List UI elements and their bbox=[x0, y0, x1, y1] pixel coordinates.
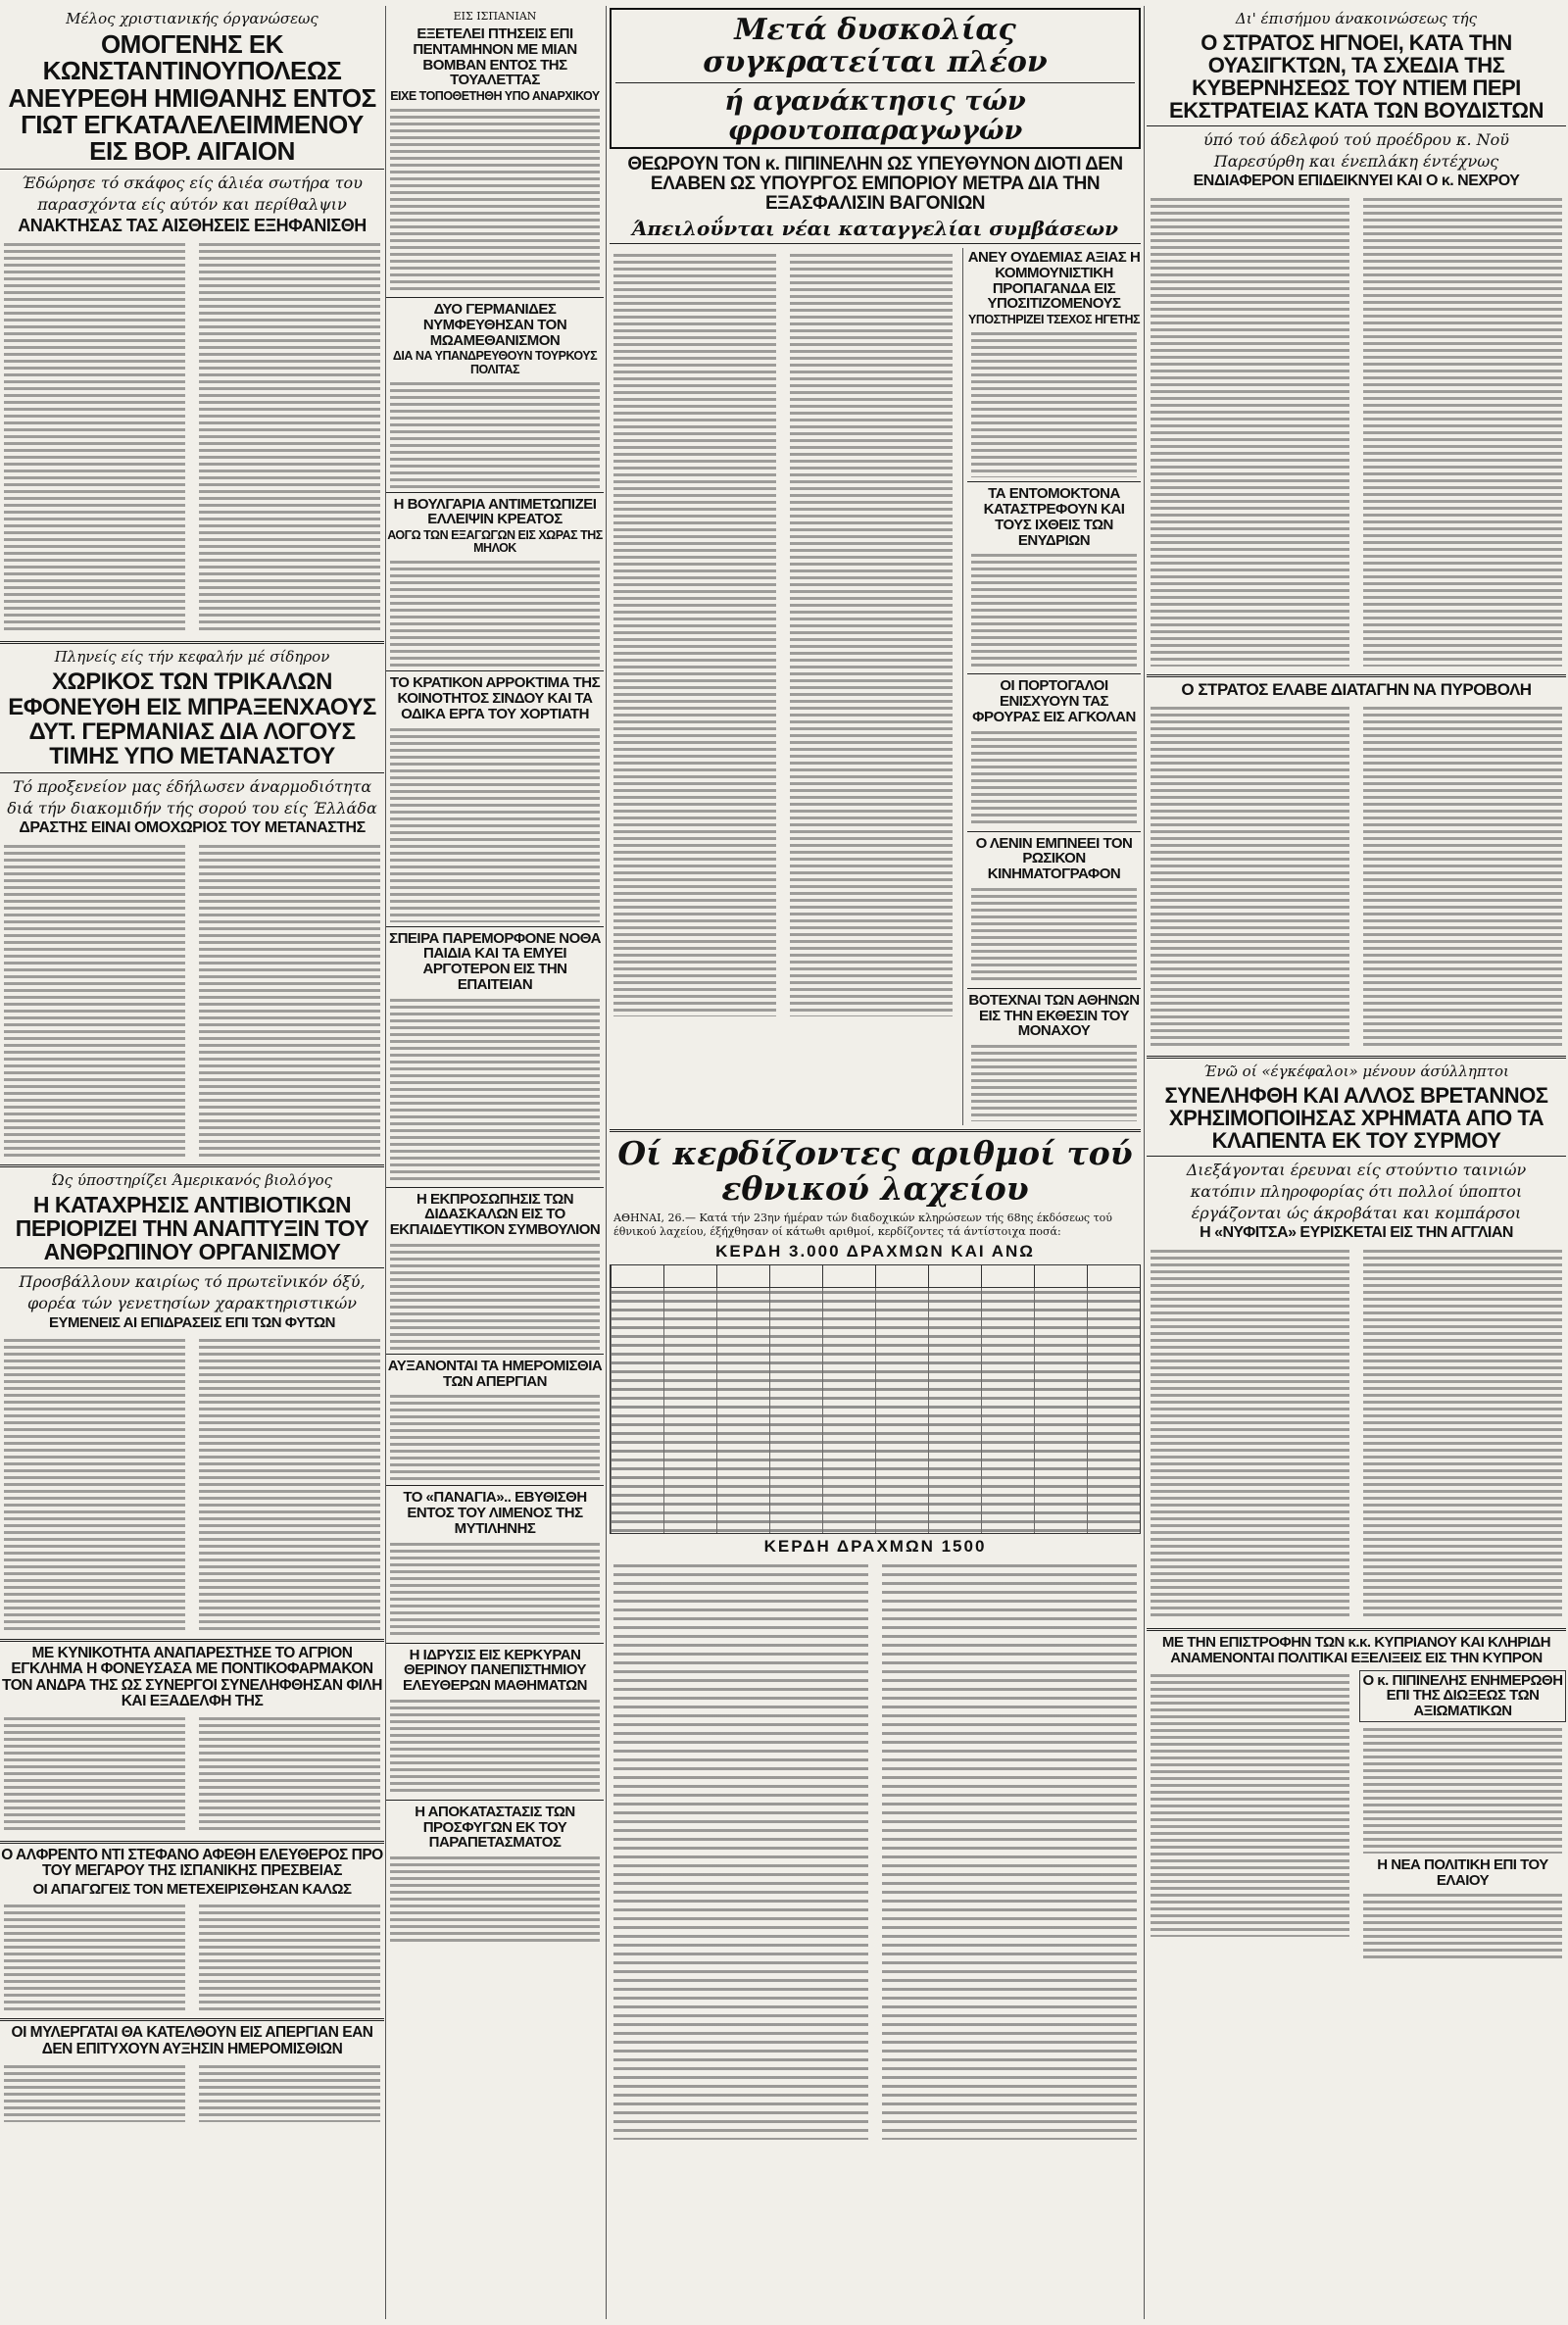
headline: Η «ΝΥΦΙΤΣΑ» ΕΥΡΙΣΚΕΤΑΙ ΕΙΣ ΤΗΝ ΑΓΓΛΙΑΝ bbox=[1200, 1224, 1513, 1242]
headline: ΕΝΔΙΑΦΕΡΟΝ ΕΠΙΔΕΙΚΝΥΕΙ ΚΑΙ Ο κ. ΝΕΧΡΟΥ bbox=[1193, 173, 1520, 190]
article-text bbox=[1363, 1892, 1562, 1960]
article-text bbox=[4, 1903, 185, 2010]
article-text bbox=[199, 241, 380, 633]
kicker: Μέλος χριστιανικής όργανώσεως bbox=[66, 10, 318, 27]
subhead: διά τήν διακομιδήν τής σορού του είς Έλλάδα bbox=[7, 799, 377, 818]
headline: ΥΠΟΣΤΗΡΙΖΕΙ ΤΣΕΧΟΣ ΗΓΕΤΗΣ bbox=[967, 313, 1141, 327]
subhead: κατόπιν πληροφορίας ότι πολλοί ύποπτοι bbox=[1190, 1182, 1523, 1202]
article-text bbox=[390, 1698, 600, 1796]
lottery-table-3000 bbox=[610, 1264, 1141, 1534]
headline: ΜΕ ΤΗΝ ΕΠΙΣΤΡΟΦΗΝ ΤΩΝ κ.κ. ΚΥΠΡΙΑΝΟΥ ΚΑΙ ΚΛΗΡΙΔΗ ΑΝΑΜΕΝΟΝΤΑΙ ΠΟΛΙΤΙΚΑΙ ΕΞΕΛΙΞΕΙΣ ΕΙΣ ΤΗΝ ΚΥΠΡΟΝ bbox=[1161, 1634, 1551, 1666]
headline: ΑΝΕΥ ΟΥΔΕΜΙΑΣ ΑΞΙΑΣ Η ΚΟΜΜΟΥΝΙΣΤΙΚΗ ΠΡΟΠΑΓΑΝΔΑ ΕΙΣ ΥΠΟΣΙΤΙΖΟΜΕΝΟΥΣ bbox=[967, 249, 1141, 313]
article-text bbox=[4, 241, 185, 633]
column-rule bbox=[1144, 6, 1145, 2319]
headline: ΔΡΑΣΤΗΣ ΕΙΝΑΙ ΟΜΟΧΩΡΙΟΣ ΤΟΥ ΜΕΤΑΝΑΣΤΗΣ bbox=[19, 819, 366, 837]
headline: ΟΙ ΑΠΑΓΩΓΕΙΣ ΤΟΝ ΜΕΤΕΧΕΙΡΙΣΘΗΣΑΝ ΚΑΛΩΣ bbox=[32, 1880, 352, 1898]
article-text bbox=[4, 1715, 185, 1833]
headline: ΑΥΞΑΝΟΝΤΑΙ ΤΑ ΗΜΕΡΟΜΙΣΘΙΑ ΤΩΝ ΑΠΕΡΓΙΑΝ bbox=[387, 1357, 603, 1390]
headline: ΜΕ ΚΥΝΙΚΟΤΗΤΑ ΑΝΑΠΑΡΕΣΤΗΣΕ ΤΟ ΑΓΡΙΟΝ ΕΓΚΛΗΜΑ Η ΦΟΝΕΥΣΑΣΑ ΜΕ ΠΟΝΤΙΚΟΦΑΡΜΑΚΟΝ ΤΟΝ ΑΝΔΡΑ ΤΗΣ ΩΣ ΣΥΝΕΡΓΟΙ ΣΥΝΕΛΗΦΘΗΣΑΝ ΦΙΛΗ ΚΑΙ ΕΞΑΔΕΛΦΗ ΤΗΣ bbox=[2, 1645, 382, 1709]
article-text bbox=[390, 997, 600, 1183]
table-title: ΚΕΡΔΗ 3.000 ΔΡΑΧΜΩΝ ΚΑΙ ΑΝΩ bbox=[715, 1242, 1035, 1261]
article-text bbox=[971, 552, 1137, 669]
headline: ΕΥΜΕΝΕΙΣ ΑΙ ΕΠΙΔΡΑΣΕΙΣ ΕΠΙ ΤΩΝ ΦΥΤΩΝ bbox=[49, 1314, 335, 1332]
subhead: παρασχόντα είς αύτόν και περίθαλψιν bbox=[37, 195, 347, 215]
article-text bbox=[790, 252, 953, 1016]
headline: ΤΟ ΚΡΑΤΙΚΟΝ ΑΡΡΟΚΤΙΜΑ ΤΗΣ ΚΟΙΝΟΤΗΤΟΣ ΣΙΝΔΟΥ ΚΑΙ ΤΑ ΟΔΙΚΑ ΕΡΓΑ ΤΟΥ ΧΟΡΤΙΑΤΗ bbox=[389, 674, 601, 722]
subhead: Τό προξενείον μας έδήλωσεν άναρμοδιότητα bbox=[12, 777, 372, 797]
headline: Ο ΛΕΝΙΝ ΕΜΠΝΕΕΙ ΤΟΝ ΡΩΣΙΚΟΝ ΚΙΝΗΜΑΤΟΓΡΑΦΟΝ bbox=[975, 834, 1133, 883]
number-list bbox=[613, 1561, 868, 2140]
subhead: έργάζονται ώς άκροβάται και κομπάρσοι bbox=[1191, 1204, 1522, 1223]
article-text bbox=[971, 1043, 1137, 1121]
table-body bbox=[611, 1288, 1140, 1533]
column-second bbox=[386, 8, 604, 2321]
article-text bbox=[390, 107, 600, 293]
headline: ΟΙ ΠΟΡΤΟΓΑΛΟΙ ΕΝΙΣΧΥΟΥΝ ΤΑΣ ΦΡΟΥΡΑΣ ΕΙΣ ΑΓΚΟΛΑΝ bbox=[972, 677, 1136, 725]
kicker: ΕΙΣ ΙΣΠΑΝΙΑΝ bbox=[453, 10, 537, 23]
headline: Ο ΑΛΦΡΕΝΤΟ ΝΤΙ ΣΤΕΦΑΝΟ ΑΦΕΘΗ ΕΛΕΥΘΕΡΟΣ ΠΡΟ ΤΟΥ ΜΕΓΑΡΟΥ ΤΗΣ ΙΣΠΑΝΙΚΗΣ ΠΡΕΣΒΕΙΑΣ bbox=[1, 1847, 383, 1880]
article-text bbox=[1363, 1726, 1562, 1854]
subhead: Παρεσύρθη και ένεπλάκη έντέχνως bbox=[1213, 152, 1499, 172]
article-text bbox=[971, 330, 1137, 477]
lottery-list-1500 bbox=[610, 1559, 1141, 2142]
side-stories bbox=[962, 248, 1141, 1125]
article-text bbox=[4, 1337, 185, 1631]
article-text bbox=[390, 726, 600, 922]
article-text bbox=[199, 1337, 380, 1631]
article-text bbox=[971, 729, 1137, 827]
article-text bbox=[1151, 196, 1349, 667]
article-text bbox=[1151, 705, 1349, 1048]
headline: ΘΕΩΡΟΥΝ ΤΟΝ κ. ΠΙΠΙΝΕΛΗΝ ΩΣ ΥΠΕΥΘΥΝΟΝ ΔΙΟΤΙ ΔΕΝ ΕΛΑΒΕΝ ΩΣ ΥΠΟΥΡΓΟΣ ΕΜΠΟΡΙΟΥ ΜΕΤΡΑ ΔΙΑ ΤΗΝ ΕΞΑΣΦΑΛΙΣΙΝ ΒΑΓΟΝΙΩΝ bbox=[627, 154, 1123, 215]
article-text bbox=[971, 886, 1137, 984]
article-text bbox=[199, 1903, 380, 2010]
headline: Η ΙΔΡΥΣΙΣ ΕΙΣ ΚΕΡΚΥΡΑΝ ΘΕΡΙΝΟΥ ΠΑΝΕΠΙΣΤΗΜΙΟΥ ΕΛΕΥΘΕΡΩΝ ΜΑΘΗΜΑΤΩΝ bbox=[403, 1646, 587, 1695]
headline: ΑΟΓΩ ΤΩΝ ΕΞΑΓΩΓΩΝ ΕΙΣ ΧΩΡΑΣ ΤΗΣ ΜΗΛΟΚ bbox=[387, 528, 603, 556]
kicker: Ώς ύποστηρίζει Άμερικανός βιολόγος bbox=[51, 1170, 333, 1189]
article-text bbox=[613, 252, 776, 1016]
headline: ΕΙΧΕ ΤΟΠΟΘΕΤΗΘΗ ΥΠΟ ΑΝΑΡΧΙΚΟΥ bbox=[390, 89, 600, 103]
article-text bbox=[1151, 1672, 1349, 1937]
article-text bbox=[390, 1393, 600, 1481]
column-right bbox=[1147, 8, 1566, 2321]
article-text bbox=[1363, 1248, 1562, 1620]
kicker: Πληνείς είς τήν κεφαλήν μέ σίδηρον bbox=[54, 648, 330, 667]
headline: ΤΑ ΕΝΤΟΜΟΚΤΟΝΑ ΚΑΤΑΣΤΡΕΦΟΥΝ ΚΑΙ ΤΟΥΣ ΙΧΘΕΙΣ ΤΩΝ ΕΝΥΔΡΙΩΝ bbox=[983, 485, 1125, 549]
article-text bbox=[1363, 196, 1562, 667]
headline: ΤΟ «ΠΑΝΑΓΙΑ».. ΕΒΥΘΙΣΘΗ ΕΝΤΟΣ ΤΟΥ ΛΙΜΕΝΟΣ ΤΗΣ ΜΥΤΙΛΗΝΗΣ bbox=[403, 1489, 587, 1537]
kicker: Δι' έπισήμου άνακοινώσεως τής bbox=[1235, 10, 1478, 27]
headline: Ο ΣΤΡΑΤΟΣ ΗΓΝΟΕΙ, ΚΑΤΑ ΤΗΝ ΟΥΑΣΙΓΚΤΩΝ, ΤΑ ΣΧΕΔΙΑ ΤΗΣ ΚΥΒΕΡΝΗΣΕΩΣ ΤΟΥ ΝΤΙΕΜ ΠΕΡΙ ΕΚΣΤΡΑΤΕΙΑΣ ΚΑΤΑ ΤΩΝ ΒΟΥΔΙΣΤΩΝ bbox=[1169, 30, 1544, 124]
headline: Ο ΣΤΡΑΤΟΣ ΕΛΑΒΕ ΔΙΑΤΑΓΗΝ ΝΑ ΠΥΡΟΒΟΛΗ bbox=[1181, 680, 1532, 700]
article-text bbox=[390, 1242, 600, 1350]
headline: ΔΥΟ ΓΕΡΜΑΝΙΔΕΣ ΝΥΜΦΕΥΘΗΣΑΝ ΤΟΝ ΜΩΑΜΕΘΑΝΙΣΜΟΝ bbox=[422, 301, 567, 349]
headline: Η ΚΑΤΑΧΡΗΣΙΣ ΑΝΤΙΒΙΟΤΙΚΩΝ ΠΕΡΙΟΡΙΖΕΙ ΤΗΝ ΑΝΑΠΤΥΞΙΝ ΤΟΥ ΑΝΘΡΩΠΙΝΟΥ ΟΡΓΑΝΙΣΜΟΥ bbox=[15, 1191, 369, 1265]
article-text bbox=[4, 2063, 185, 2122]
headline: Η ΑΠΟΚΑΤΑΣΤΑΣΙΣ ΤΩΝ ΠΡΟΣΦΥΓΩΝ ΕΚ ΤΟΥ ΠΑΡΑΠΕΤΑΣΜΑΤΟΣ bbox=[415, 1803, 575, 1852]
headline: ΕΞΕΤΕΛΕΙ ΠΤΗΣΕΙΣ ΕΠΙ ΠΕΝΤΑΜΗΝΟΝ ΜΕ ΜΙΑΝ ΒΟΜΒΑΝ ΕΝΤΟΣ ΤΗΣ ΤΟΥΑΛΕΤΤΑΣ bbox=[413, 25, 577, 89]
column-center bbox=[610, 8, 1141, 2321]
table-title: ΚΕΡΔΗ ΔΡΑΧΜΩΝ 1500 bbox=[763, 1537, 987, 1557]
column-rule bbox=[606, 6, 607, 2319]
center-articles bbox=[610, 248, 1141, 1125]
headline: ΣΥΝΕΛΗΦΘΗ ΚΑΙ ΑΛΛΟΣ ΒΡΕΤΑΝΝΟΣ ΧΡΗΣΙΜΟΠΟΙΗΣΑΣ ΧΡΗΜΑΤΑ ΑΠΟ ΤΑ ΚΛΑΠΕΝΤΑ ΕΚ ΤΟΥ ΣΥΡΜΟΥ bbox=[1164, 1083, 1548, 1154]
article-text bbox=[390, 380, 600, 488]
article-text bbox=[390, 559, 600, 667]
kicker: Ένῶ οί «έγκέφαλοι» μένουν άσύλληπτοι bbox=[1203, 1063, 1509, 1081]
lottery-banner: Οί κερδίζοντες αριθμοί τού εθνικού λαχείου bbox=[617, 1134, 1133, 1209]
subhead: ύπό τού άδελφού τού προέδρου κ. Νοϋ bbox=[1202, 130, 1509, 150]
headline: ΟΙ ΜΥΛΕΡΓΑΤΑΙ ΘΑ ΚΑΤΕΛΘΟΥΝ ΕΙΣ ΑΠΕΡΓΙΑΝ ΕΑΝ ΔΕΝ ΕΠΙΤΥΧΟΥΝ ΑΥΞΗΣΙΝ ΗΜΕΡΟΜΙΣΘΙΩΝ bbox=[11, 2024, 373, 2057]
headline: Ο κ. ΠΙΠΙΝΕΛΗΣ ΕΝΗΜΕΡΩΘΗ ΕΠΙ ΤΗΣ ΔΙΩΞΕΩΣ ΤΩΝ ΑΞΙΩΜΑΤΙΚΩΝ bbox=[1359, 1670, 1566, 1722]
headline: ΣΠΕΙΡΑ ΠΑΡΕΜΟΡΦΟΝΕ ΝΟΘΑ ΠΑΙΔΙΑ ΚΑΙ ΤΑ ΕΜΥΕΙ ΑΡΓΟΤΕΡΟΝ ΕΙΣ ΤΗΝ ΕΠΑΙΤΕΙΑΝ bbox=[389, 929, 601, 993]
column-left bbox=[0, 8, 384, 2321]
subhead: Διεξάγονται έρευναι είς στούντιο ταινιών bbox=[1186, 1161, 1527, 1180]
banner-headline: ή αγανάκτησις τών φρουτοπαραγωγών bbox=[724, 86, 1026, 146]
headline: ΟΜΟΓΕΝΗΣ ΕΚ ΚΩΝΣΤΑΝΤΙΝΟΥΠΟΛΕΩΣ ΑΝΕΥΡΕΘΗ ΗΜΙΘΑΝΗΣ ΕΝΤΟΣ ΓΙΩΤ ΕΓΚΑΤΑΛΕΛΕΙΜΜΕΝΟΥ ΕΙΣ ΒΟΡ. ΑΙΓΑΙΟΝ bbox=[8, 29, 376, 167]
subhead: Έδώρησε τό σκάφος είς άλιέα σωτήρα του bbox=[22, 173, 363, 193]
headline: Η ΝΕΑ ΠΟΛΙΤΙΚΗ ΕΠΙ ΤΟΥ ΕΛΑΙΟΥ bbox=[1377, 1855, 1548, 1889]
banner-box bbox=[610, 8, 1141, 149]
headline: ΔΙΑ ΝΑ ΥΠΑΝΔΡΕΥΘΟΥΝ ΤΟΥΡΚΟΥΣ ΠΟΛΙΤΑΣ bbox=[392, 349, 598, 376]
main-story bbox=[610, 248, 956, 1125]
banner-headline: Μετά δυσκολίας συγκρατείται πλέον bbox=[703, 13, 1048, 79]
article-text bbox=[4, 843, 185, 1157]
table-header bbox=[611, 1265, 1140, 1288]
article-text bbox=[1151, 1248, 1349, 1620]
number-list bbox=[882, 1561, 1137, 2140]
article-text bbox=[199, 2063, 380, 2122]
lottery-intro: ΑΘΗΝΑΙ, 26.— Κατά τήν 23ην ήμέραν τών διαδοχικών κληρώσεων τής 68ης έκδόσεως τού έθνικού λαχείου, έξήχθησαν οί κάτωθι αριθμοί, κερδίζοντες τά άντίστοιχα ποσά: bbox=[613, 1211, 1112, 1238]
headline: Η ΕΚΠΡΟΣΩΠΗΣΙΣ ΤΩΝ ΔΙΔΑΣΚΑΛΩΝ ΕΙΣ ΤΟ ΕΚΠΑΙΔΕΥΤΙΚΟΝ ΣΥΜΒΟΥΛΙΟΝ bbox=[389, 1190, 601, 1239]
article-text bbox=[199, 1715, 380, 1833]
headline: ΑΝΑΚΤΗΣΑΣ ΤΑΣ ΑΙΣΘΗΣΕΙΣ ΕΞΗΦΑΝΙΣΘΗ bbox=[18, 216, 367, 236]
subhead: Άπειλοΰνται νέαι καταγγελίαι συμβάσεων bbox=[632, 217, 1118, 241]
subhead: Προσβάλλουν καιρίως τό πρωτεϊνικόν όξύ, bbox=[19, 1272, 366, 1292]
article-text bbox=[1363, 705, 1562, 1048]
subhead: φορέα τών γενετησίων χαρακτηριστικών bbox=[26, 1294, 357, 1313]
headline: ΧΩΡΙΚΟΣ ΤΩΝ ΤΡΙΚΑΛΩΝ ΕΦΟΝΕΥΘΗ ΕΙΣ ΜΠΡΑΞΕΝΧΑΟΥΣ ΔΥΤ. ΓΕΡΜΑΝΙΑΣ ΔΙΑ ΛΟΓΟΥΣ ΤΙΜΗΣ ΥΠΟ ΜΕΤΑΝΑΣΤΟΥ bbox=[8, 668, 376, 769]
headline: Η ΒΟΥΛΓΑΡΙΑ ΑΝΤΙΜΕΤΩΠΙΖΕΙ ΕΛΛΕΙΨΙΝ ΚΡΕΑΤΟΣ bbox=[393, 495, 597, 528]
article-text bbox=[199, 843, 380, 1157]
headline: ΒΟΤΕΧΝΑΙ ΤΩΝ ΑΘΗΝΩΝ ΕΙΣ ΤΗΝ ΕΚΘΕΣΙΝ ΤΟΥ ΜΟΝΑΧΟΥ bbox=[968, 991, 1140, 1040]
article-text bbox=[390, 1855, 600, 1943]
article-text bbox=[390, 1541, 600, 1639]
